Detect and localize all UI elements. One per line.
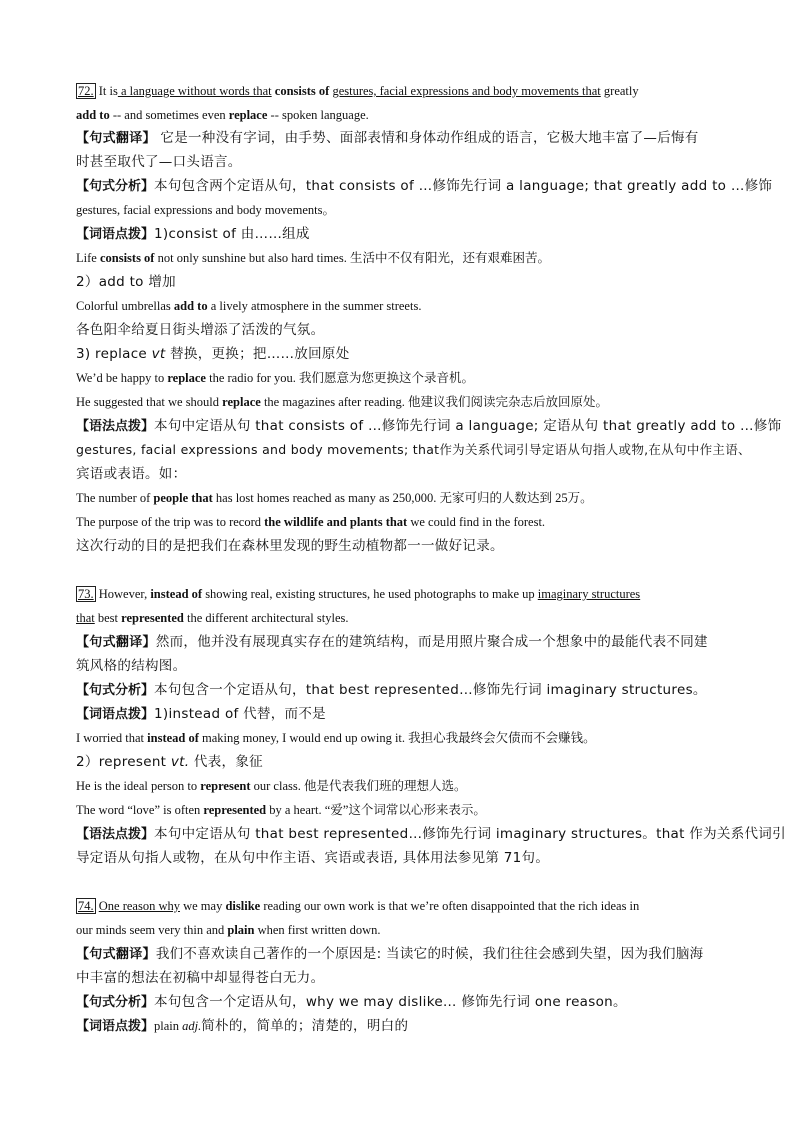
item-73-sentence-line-1: 73. However, instead of showing real, existing structures, he used photographs to make up imaginary structures: [78, 587, 641, 601]
item-73-analysis: 【句式分析】本句包含一个定语从句，that best represented…修饰先行词 imaginary structures。: [76, 682, 707, 698]
item-73-grammar: 【语法点拨】本句中定语从句 that best represented…修饰先行词 imaginary structures。that 作为关系代词引: [76, 826, 786, 842]
item-73-example-1: I worried that instead of making money, I would end up owing it. 我担心我最终会欠债而不会赚钱。: [76, 731, 596, 745]
item-73-example-3: The word “love” is often represented by a heart. “爱”这个词常以心形来表示。: [76, 803, 486, 817]
item-72-sentence-line-1: 72. It is a language without words that consists of gestures, facial expressions and body movements that greatly: [78, 84, 639, 98]
item-72-vocab-3: 3) replace vt 替换，更换；把……放回原处: [76, 346, 350, 362]
item-74-sentence-line-1: 74. One reason why we may dislike reading our own work is that we’re often disappointed that the rich ideas in: [78, 899, 640, 913]
item-73-sentence-line-2: that best represented the different architectural styles.: [76, 611, 349, 625]
item-72-vocab-2: 2）add to 增加: [76, 274, 176, 290]
item-72-analysis: 【句式分析】本句包含两个定语从句，that consists of …修饰先行词 a language; that greatly add to …修饰: [76, 178, 773, 194]
item-72-example-6: The purpose of the trip was to record the wildlife and plants that we could find in the forest.: [76, 515, 546, 529]
item-72-translation-cont: 时甚至取代了—口头语言。: [76, 154, 242, 170]
item-number: 72.: [78, 84, 94, 98]
item-72-example-4: He suggested that we should replace the magazines after reading. 他建议我们阅读完杂志后放回原处。: [76, 395, 608, 409]
item-72-example-5: The number of people that has lost homes reached as many as 250,000. 无家可归的人数达到 25万。: [76, 491, 593, 505]
item-72-grammar-cont: gestures, facial expressions and body movements; that作为关系代词引导定语从句指人或物,在从句中作主语、: [76, 442, 751, 457]
item-72-translation: 【句式翻译】 它是一种没有字词，由手势、面部表情和身体动作组成的语言，它极大地丰富了—后悔有: [76, 130, 699, 146]
item-72-example-6-zh: 这次行动的目的是把我们在森林里发现的野生动植物都一一做好记录。: [76, 538, 504, 554]
item-72-example-2-zh: 各色阳伞给夏日街头增添了活泼的气氛。: [76, 322, 325, 338]
item-72-grammar: 【语法点拨】本句中定语从句 that consists of …修饰先行词 a language; 定语从句 that greatly add to …修饰: [76, 418, 782, 434]
item-73-translation-cont: 筑风格的结构图。: [76, 658, 187, 674]
item-72-vocab-heading: 【词语点拨】1)consist of 由……组成: [76, 226, 310, 242]
item-73-translation: 【句式翻译】然而，他并没有展现真实存在的建筑结构，而是用照片聚合成一个想象中的最能代表不同建: [76, 634, 708, 650]
item-74-vocab-heading: 【词语点拨】plain adj.简朴的，简单的；清楚的，明白的: [76, 1018, 409, 1034]
item-72-example-1: Life consists of not only sunshine but also hard times. 生活中不仅有阳光，还有艰难困苦。: [76, 251, 550, 265]
item-74-sentence-line-2: our minds seem very thin and plain when first written down.: [76, 923, 381, 937]
item-number: 74.: [78, 899, 94, 913]
item-73-vocab-2: 2）represent vt. 代表，象征: [76, 754, 263, 770]
item-74-translation: 【句式翻译】我们不喜欢读自己著作的一个原因是: 当读它的时候，我们往往会感到失望，因为我们脑海: [76, 946, 704, 962]
item-72-analysis-cont: gestures, facial expressions and body movements。: [76, 203, 335, 217]
item-72-example-3: We’d be happy to replace the radio for you. 我们愿意为您更换这个录音机。: [76, 371, 475, 385]
item-74-translation-cont: 中丰富的想法在初稿中却显得苍白无力。: [76, 970, 325, 986]
item-74-analysis: 【句式分析】本句包含一个定语从句，why we may dislike… 修饰先行词 one reason。: [76, 994, 627, 1010]
item-73-example-2: He is the ideal person to represent our class. 他是代表我们班的理想人选。: [76, 779, 467, 793]
item-72-grammar-cont-2: 宾语或表语。如：: [76, 466, 187, 482]
item-72-example-2: Colorful umbrellas add to a lively atmosphere in the summer streets.: [76, 299, 422, 313]
item-72-sentence-line-2: add to -- and sometimes even replace -- spoken language.: [76, 108, 369, 122]
item-73-vocab-heading: 【词语点拨】1)instead of 代替，而不是: [76, 706, 326, 722]
item-73-grammar-cont: 导定语从句指人或物，在从句中作主语、宾语或表语, 具体用法参见第 71句。: [76, 850, 550, 866]
item-number: 73.: [78, 587, 94, 601]
